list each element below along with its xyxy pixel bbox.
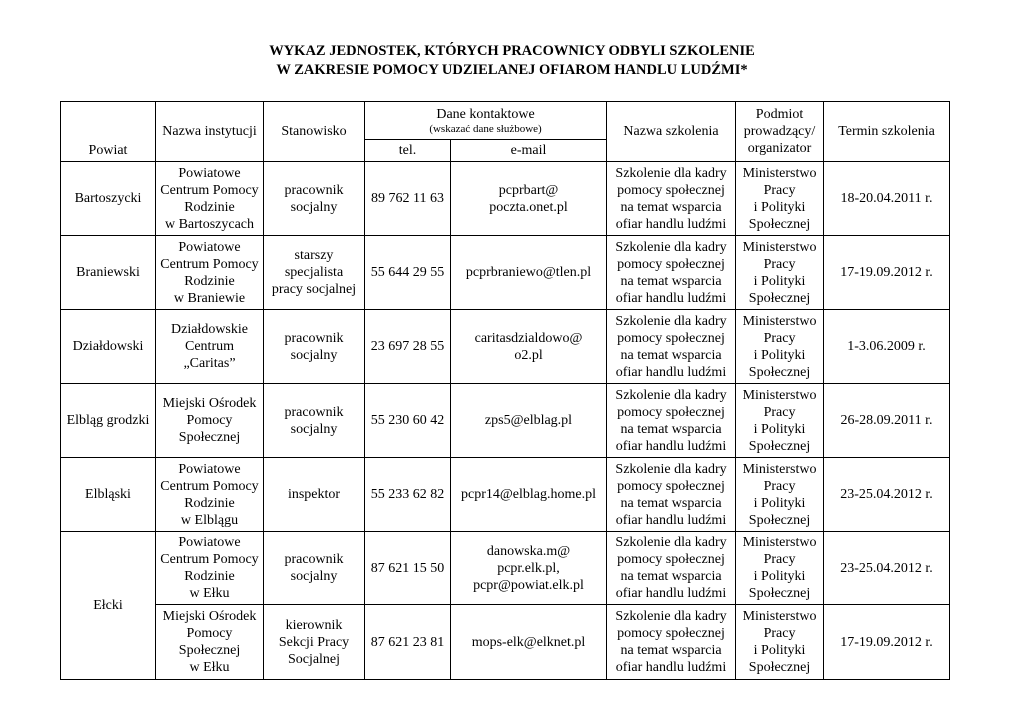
header-contact-note: (wskazać dane służbowe) — [429, 122, 542, 135]
phone-cell: 87 621 23 81 — [365, 605, 451, 680]
date-cell: 23-25.04.2012 r. — [824, 458, 950, 532]
header-institution: Nazwa instytucji — [156, 102, 264, 162]
organizer-cell: Ministerstwo Pracy i Polityki Społecznej — [736, 532, 824, 605]
organizer-cell: Ministerstwo Pracy i Polityki Społecznej — [736, 162, 824, 236]
email-cell: caritasdzialdowo@ o2.pl — [451, 310, 607, 384]
organizer-cell: Ministerstwo Pracy i Polityki Społecznej — [736, 236, 824, 310]
table-row — [61, 310, 950, 384]
institution-cell: Działdowskie Centrum „Caritas” — [156, 310, 264, 384]
header-organizer: Podmiot prowadzący/ organizator — [736, 102, 824, 162]
powiat-cell: Braniewski — [61, 236, 156, 310]
header-email: e-mail — [451, 140, 607, 162]
training-cell: Szkolenie dla kadry pomocy społecznej na temat wsparcia ofiar handlu ludźmi — [607, 236, 736, 310]
institution-cell: Powiatowe Centrum Pomocy Rodzinie w Braniewie — [156, 236, 264, 310]
phone-cell: 89 762 11 63 — [365, 162, 451, 236]
organizer-cell: Ministerstwo Pracy i Polityki Społecznej — [736, 605, 824, 680]
powiat-cell: Bartoszycki — [61, 162, 156, 236]
phone-cell: 55 230 60 42 — [365, 384, 451, 458]
email-cell: pcpr14@elblag.home.pl — [451, 458, 607, 532]
date-cell: 17-19.09.2012 r. — [824, 605, 950, 680]
header-position: Stanowisko — [264, 102, 365, 162]
position-cell: starszy specjalista pracy socjalnej — [264, 236, 365, 310]
organizer-cell: Ministerstwo Pracy i Polityki Społecznej — [736, 384, 824, 458]
training-cell: Szkolenie dla kadry pomocy społecznej na temat wsparcia ofiar handlu ludźmi — [607, 310, 736, 384]
table-header — [61, 102, 950, 162]
organizer-cell: Ministerstwo Pracy i Polityki Społecznej — [736, 458, 824, 532]
powiat-cell: Elbląg grodzki — [61, 384, 156, 458]
phone-cell: 55 233 62 82 — [365, 458, 451, 532]
training-cell: Szkolenie dla kadry pomocy społecznej na temat wsparcia ofiar handlu ludźmi — [607, 384, 736, 458]
position-cell: inspektor — [264, 458, 365, 532]
powiat-cell: Elbląski — [61, 458, 156, 532]
training-table — [60, 101, 950, 680]
email-cell: pcprbart@ poczta.onet.pl — [451, 162, 607, 236]
date-cell: 26-28.09.2011 r. — [824, 384, 950, 458]
table-body — [61, 162, 950, 680]
table-row — [61, 605, 950, 680]
phone-cell: 55 644 29 55 — [365, 236, 451, 310]
email-cell: danowska.m@ pcpr.elk.pl, pcpr@powiat.elk.pl — [451, 532, 607, 605]
position-cell: pracownik socjalny — [264, 532, 365, 605]
position-cell: pracownik socjalny — [264, 162, 365, 236]
institution-cell: Miejski Ośrodek Pomocy Społecznej w Ełku — [156, 605, 264, 680]
institution-cell: Powiatowe Centrum Pomocy Rodzinie w Elblągu — [156, 458, 264, 532]
phone-cell: 23 697 28 55 — [365, 310, 451, 384]
title-line-1: WYKAZ JEDNOSTEK, KTÓRYCH PRACOWNICY ODBYLI SZKOLENIE — [269, 43, 755, 59]
date-cell: 1-3.06.2009 r. — [824, 310, 950, 384]
position-cell: kierownik Sekcji Pracy Socjalnej — [264, 605, 365, 680]
date-cell: 18-20.04.2011 r. — [824, 162, 950, 236]
training-cell: Szkolenie dla kadry pomocy społecznej na temat wsparcia ofiar handlu ludźmi — [607, 532, 736, 605]
institution-cell: Powiatowe Centrum Pomocy Rodzinie w Bartoszycach — [156, 162, 264, 236]
email-cell: mops-elk@elknet.pl — [451, 605, 607, 680]
header-date: Termin szkolenia — [824, 102, 950, 162]
position-cell: pracownik socjalny — [264, 384, 365, 458]
institution-cell: Powiatowe Centrum Pomocy Rodzinie w Ełku — [156, 532, 264, 605]
email-cell: zps5@elblag.pl — [451, 384, 607, 458]
date-cell: 17-19.09.2012 r. — [824, 236, 950, 310]
header-powiat: Powiat — [61, 102, 156, 162]
training-cell: Szkolenie dla kadry pomocy społecznej na temat wsparcia ofiar handlu ludźmi — [607, 162, 736, 236]
email-cell: pcprbraniewo@tlen.pl — [451, 236, 607, 310]
table-row — [61, 532, 950, 605]
training-cell: Szkolenie dla kadry pomocy społecznej na temat wsparcia ofiar handlu ludźmi — [607, 458, 736, 532]
table-row — [61, 384, 950, 458]
powiat-cell: Ełcki — [61, 532, 156, 680]
header-training: Nazwa szkolenia — [607, 102, 736, 162]
title-line-2: W ZAKRESIE POMOCY UDZIELANEJ OFIAROM HANDLU LUDŹMI* — [276, 62, 748, 78]
table-row — [61, 458, 950, 532]
header-contact — [365, 102, 607, 140]
training-cell: Szkolenie dla kadry pomocy społecznej na temat wsparcia ofiar handlu ludźmi — [607, 605, 736, 680]
phone-cell: 87 621 15 50 — [365, 532, 451, 605]
table-row — [61, 236, 950, 310]
header-contact-label: Dane kontaktowe — [436, 106, 535, 122]
institution-cell: Miejski Ośrodek Pomocy Społecznej — [156, 384, 264, 458]
position-cell: pracownik socjalny — [264, 310, 365, 384]
header-phone: tel. — [365, 140, 451, 162]
document-title — [0, 42, 1024, 80]
date-cell: 23-25.04.2012 r. — [824, 532, 950, 605]
powiat-cell: Działdowski — [61, 310, 156, 384]
organizer-cell: Ministerstwo Pracy i Polityki Społecznej — [736, 310, 824, 384]
table-row — [61, 162, 950, 236]
